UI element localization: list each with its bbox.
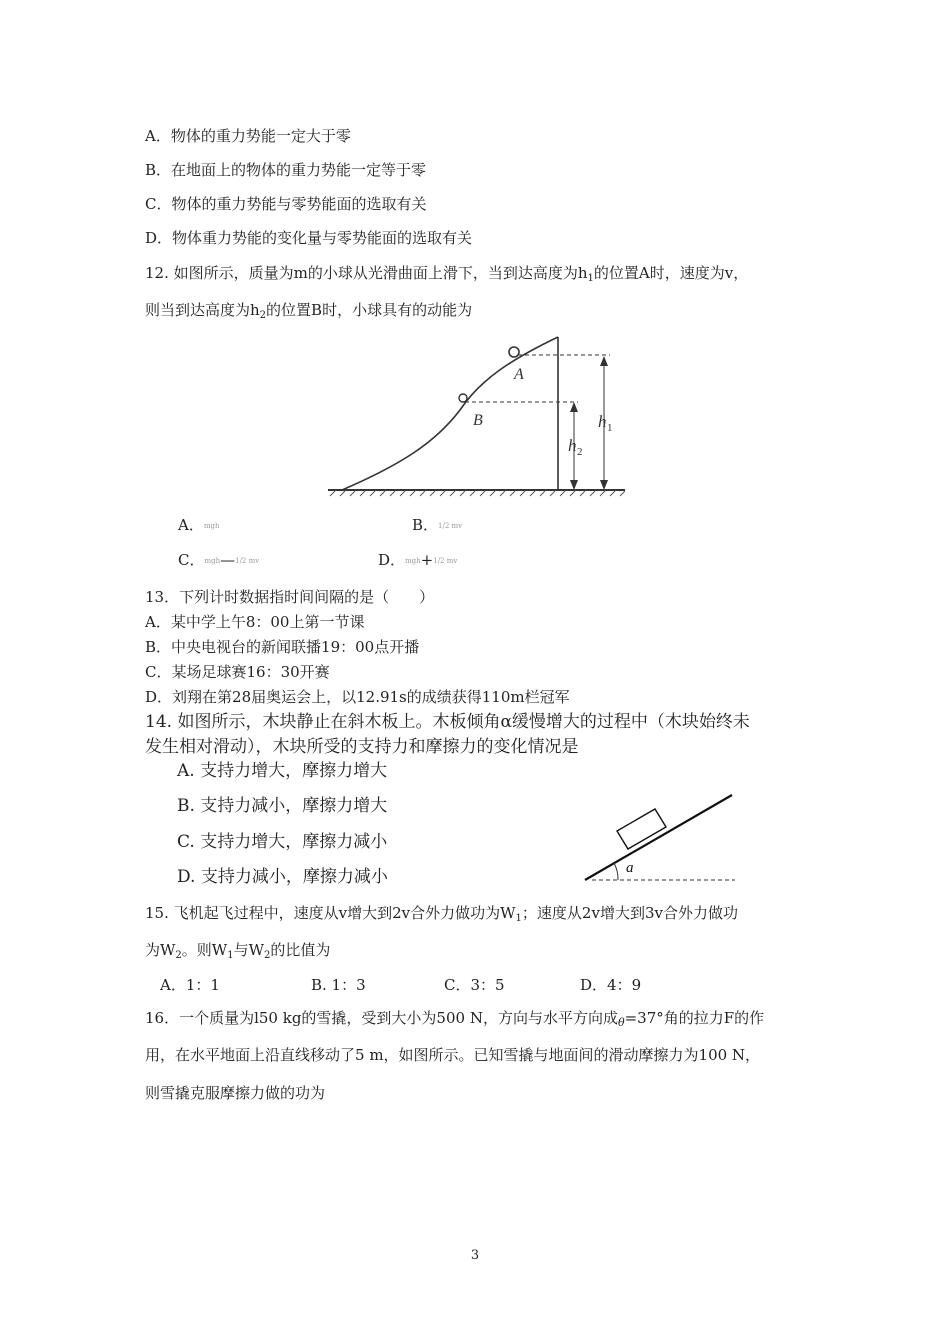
ball-a [509, 347, 519, 357]
q13-stem: 13．下列计时数据指时间间隔的是（ ） [145, 588, 435, 606]
q11-option-c: C．物体的重力势能与零势能面的选取有关 [145, 195, 427, 213]
h1-arrow-bottom [600, 480, 608, 490]
q16-stem-line2: 用，在水平地面上沿直线移动了5 m，如图所示。已知雪撬与地面间的滑动摩擦力为100 N， [145, 1046, 761, 1064]
q12-stem-line1: 12. 如图所示，质量为m的小球从光滑曲面上滑下，当到达高度为$h_1$的位置A时，速度为v， [145, 264, 749, 284]
q13-option-b: B．中央电视台的新闻联播19：00点开播 [145, 638, 420, 656]
label-h2-sub: 2 [577, 446, 583, 458]
q15-option-d: D．4：9 [580, 976, 642, 994]
h1-arrow-top [600, 356, 608, 366]
h2-arrow-top [570, 402, 578, 412]
q14-option-d: D. 支持力减小，摩擦力减小 [177, 867, 388, 887]
label-b: B [473, 412, 483, 429]
q14-incline-figure [580, 790, 740, 885]
page-number: 3 [470, 1248, 480, 1263]
angle-label: a [626, 860, 634, 876]
q12-stem-line2: 则当到达高度为$h_2$的位置B时，小球具有的动能为 [145, 301, 473, 321]
q12-option-b: B．1/2 mv [412, 516, 463, 534]
q15-option-a: A．1：1 [160, 976, 220, 994]
angle-arc [614, 863, 618, 880]
q12-curve-figure [320, 335, 630, 505]
q14-stem-line2: 发生相对滑动），木块所受的支持力和摩擦力的变化情况是 [145, 737, 579, 757]
q12-option-d: D．mgh+1/2 mv [378, 551, 458, 569]
garbled-formula: 1/2 mv [438, 522, 463, 530]
label-h1: h [598, 412, 607, 431]
garbled-formula: 1/2 mv [433, 557, 458, 565]
q14-stem-line1: 14. 如图所示，木块静止在斜木板上。木板倾角α缓慢增大的过程中（木块始终未 [145, 712, 750, 732]
wooden-block [617, 809, 666, 849]
q13-option-d: D．刘翔在第28届奥运会上，以12.91s的成绩获得110m栏冠军 [145, 688, 570, 706]
label-a: A [514, 366, 524, 383]
h2-arrow-bottom [570, 480, 578, 490]
garbled-formula: 1/2 mv [235, 557, 260, 565]
garbled-formula: mgh [204, 557, 221, 565]
q14-option-b: B. 支持力减小，摩擦力增大 [177, 796, 388, 816]
q15-option-c: C．3：5 [444, 976, 505, 994]
ball-b [459, 394, 467, 402]
q15-option-b: B. 1：3 [311, 976, 366, 994]
q16-stem-line3: 则雪撬克服摩擦力做的功为 [145, 1084, 326, 1102]
label-h1-sub: 1 [607, 422, 613, 434]
q11-option-d: D．物体重力势能的变化量与零势能面的选取有关 [145, 229, 473, 247]
q13-option-a: A．某中学上午8：00上第一节课 [145, 613, 365, 631]
q12-option-a: A．mgh [178, 516, 220, 534]
q15-stem-line2: 为$W_2$。则$W_1$与$W_2$的比值为 [145, 941, 331, 961]
label-h2: h [568, 436, 577, 455]
q14-option-a: A. 支持力增大，摩擦力增大 [177, 761, 388, 781]
q14-option-c: C. 支持力增大，摩擦力减小 [177, 832, 388, 852]
incline-board [585, 795, 732, 880]
q11-option-b: B．在地面上的物体的重力势能一定等于零 [145, 161, 427, 179]
garbled-formula: mgh [405, 557, 421, 565]
q15-stem-line1: 15. 飞机起飞过程中，速度从v增大到2v合外力做功为$W_1$；速度从2v增大到3v合外力做功 [145, 904, 738, 924]
q11-option-a: A．物体的重力势能一定大于零 [145, 127, 351, 145]
q12-option-c: C．mgh—1/2 mv [178, 551, 260, 569]
q16-stem-line1: 16．一个质量为l50 kg的雪撬，受到大小为500 N，方向与水平方向成$_\theta$=37°角的拉力F的作 [145, 1009, 765, 1029]
smooth-curve [342, 337, 558, 490]
garbled-formula: mgh [203, 522, 220, 530]
q13-option-c: C．某场足球赛16：30开赛 [145, 663, 330, 681]
theta-symbol: θ [617, 1016, 625, 1029]
